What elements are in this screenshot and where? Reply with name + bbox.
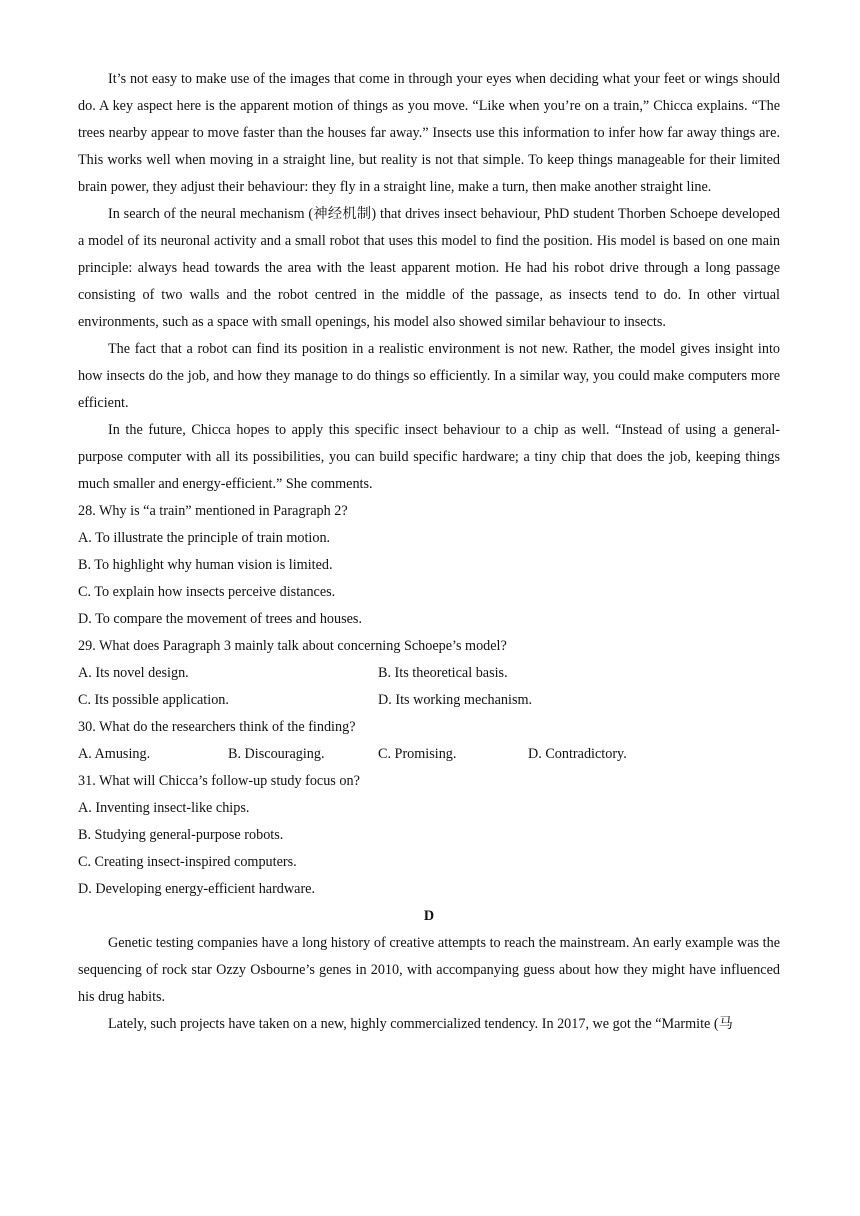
option-a: A. Its novel design. bbox=[78, 665, 189, 681]
option-b: B. Studying general-purpose robots. bbox=[78, 827, 284, 843]
option-c: C. Creating insect-inspired computers. bbox=[78, 854, 297, 870]
passage-d-heading: D bbox=[423, 908, 435, 924]
passage-d-paragraph-2: Lately, such projects have taken on a new, highly commercialized tendency. In 2017, we got the “Marmite (马 bbox=[108, 1016, 733, 1032]
question-stem: 28. Why is “a train” mentioned in Paragraph 2? bbox=[78, 503, 348, 519]
passage-d-paragraph-1: Genetic testing companies have a long history of creative attempts to reach the mainstream. An early example was the sequencing of rock star Ozzy Osbourne’s genes in 2010, with accompanying guess about how they might have influenced his drug habits. bbox=[78, 935, 780, 1005]
question-stem: 30. What do the researchers think of the finding? bbox=[78, 719, 356, 735]
page-content bbox=[78, 66, 780, 1038]
option-c: C. Its possible application. bbox=[78, 692, 229, 708]
option-a: A. Inventing insect-like chips. bbox=[78, 800, 250, 816]
option-b: B. Discouraging. bbox=[228, 746, 325, 762]
question-29 bbox=[78, 633, 780, 714]
passage-c-paragraph-3: The fact that a robot can find its position in a realistic environment is not new. Rather, the model gives insight into how insects do the job, and how they manage to do things so efficiently. In a similar way, you could make computers more efficient. bbox=[78, 341, 780, 411]
option-d: D. Contradictory. bbox=[528, 746, 627, 762]
option-row bbox=[78, 687, 780, 714]
passage-c-paragraph-2: In search of the neural mechanism (神经机制) that drives insect behaviour, PhD student Thorben Schoepe developed a model of its neuronal activity and a small robot that uses this model to find the position. His model is based on one main principle: always head towards the area with the least apparent motion. He had his robot drive through a long passage consisting of two walls and the robot centred in the middle of the passage, as insects tend to do. In other virtual environments, such as a space with small openings, his model also showed similar behaviour to insects. bbox=[78, 206, 780, 330]
question-31 bbox=[78, 768, 780, 903]
option-b: B. To highlight why human vision is limited. bbox=[78, 557, 333, 573]
option-c: C. Promising. bbox=[378, 746, 457, 762]
option-b: B. Its theoretical basis. bbox=[378, 665, 508, 681]
option-row bbox=[78, 660, 780, 687]
question-stem: 31. What will Chicca’s follow-up study focus on? bbox=[78, 773, 360, 789]
passage-d bbox=[78, 903, 780, 1038]
option-c: C. To explain how insects perceive distances. bbox=[78, 584, 336, 600]
option-d: D. To compare the movement of trees and houses. bbox=[78, 611, 362, 627]
question-30 bbox=[78, 714, 780, 768]
question-stem: 29. What does Paragraph 3 mainly talk about concerning Schoepe’s model? bbox=[78, 638, 507, 654]
option-row bbox=[78, 741, 780, 768]
passage-c-paragraph-1: It’s not easy to make use of the images that come in through your eyes when deciding what your feet or wings should do. A key aspect here is the apparent motion of things as you move. “Like when you’re on a train,” Chicca explains. “The trees nearby appear to move faster than the houses far away.” Insects use this information to infer how far away things are. This works well when moving in a straight line, but reality is not that simple. To keep things manageable for their limited brain power, they adjust their behaviour: they fly in a straight line, make a turn, then make another straight line. bbox=[78, 71, 780, 195]
passage-c bbox=[78, 66, 780, 498]
option-d: D. Developing energy-efficient hardware. bbox=[78, 881, 316, 897]
passage-c-paragraph-4: In the future, Chicca hopes to apply this specific insect behaviour to a chip as well. “Instead of using a general-purpose computer with all its possibilities, you can build specific hardware; a tiny chip that does the job, keeping things much smaller and energy-efficient.” She comments. bbox=[78, 422, 780, 492]
question-28 bbox=[78, 498, 780, 633]
option-a: A. Amusing. bbox=[78, 746, 151, 762]
option-d: D. Its working mechanism. bbox=[378, 692, 533, 708]
option-a: A. To illustrate the principle of train motion. bbox=[78, 530, 331, 546]
